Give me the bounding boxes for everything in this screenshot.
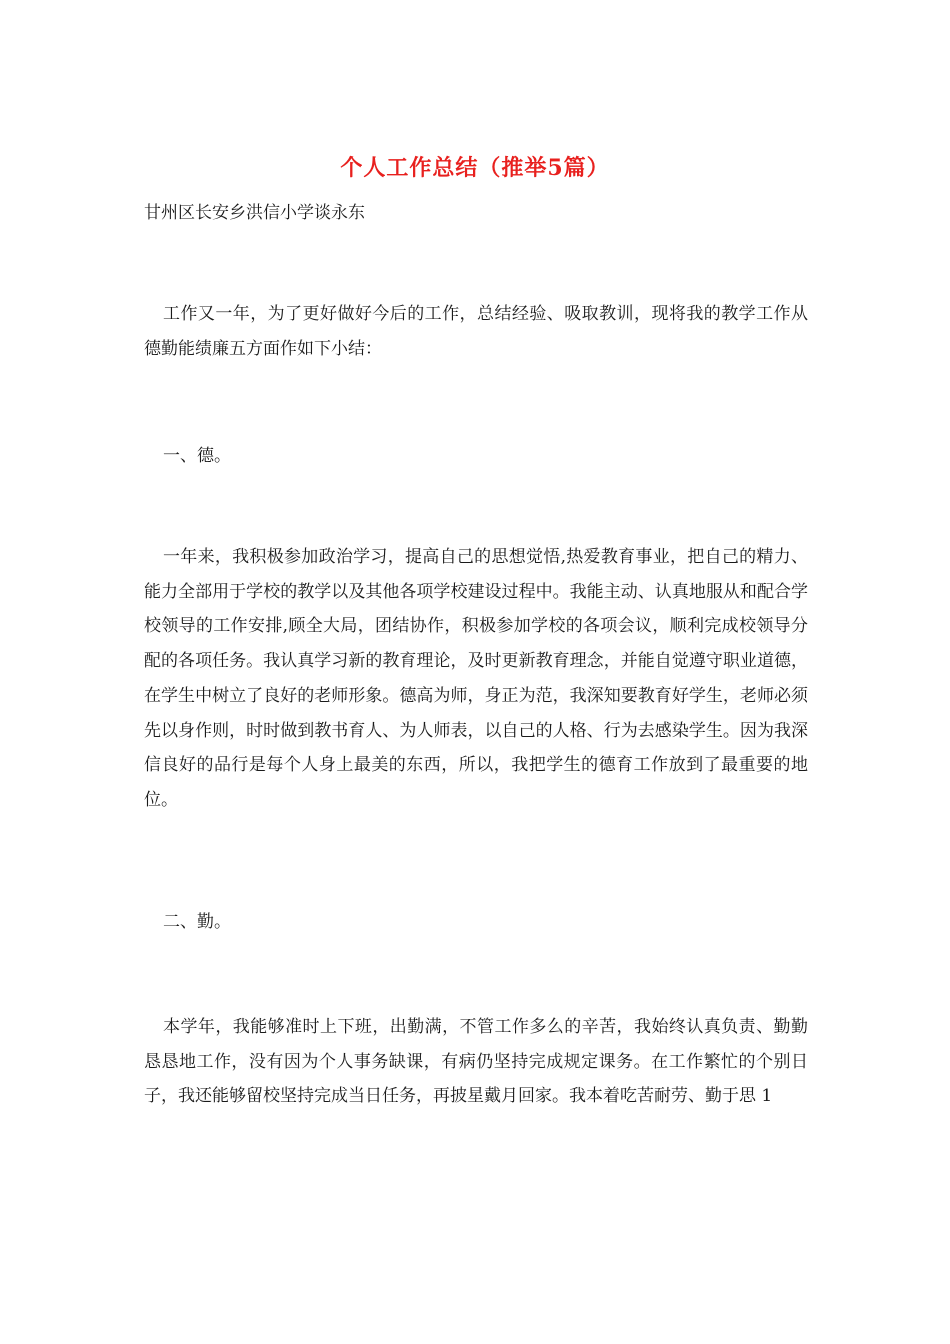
section-heading-de: 一、德。 xyxy=(163,446,231,466)
intro-paragraph: 工作又一年，为了更好做好今后的工作，总结经验、吸取教训，现将我的教学工作从德勤能绩廉五方面作如下小结： xyxy=(144,304,808,359)
document-author: 甘州区长安乡洪信小学谈永东 xyxy=(144,203,365,223)
section-heading-qin: 二、勤。 xyxy=(163,912,231,932)
section-body-de: 一年来，我积极参加政治学习，提高自己的思想觉悟,热爱教育事业，把自己的精力、能力全部用于学校的教学以及其他各项学校建设过程中。我能主动、认真地服从和配合学校领导的工作安排,顾全大局，团结协作，积极参加学校的各项会议，顺利完成校领导分配的各项任务。我认真学习新的教育理论，及时更新教育理念，并能自觉遵守职业道德，在学生中树立了良好的老师形象。德高为师，身正为范，我深知要教育好学生，老师必须先以身作则，时时做到教书育人、为人师表，以自己的人格、行为去感染学生。因为我深信良好的品行是每个人身上最美的东西，所以，我把学生的德育工作放到了最重要的地位。 xyxy=(144,547,808,810)
section-body-qin: 本学年，我能够准时上下班，出勤满，不管工作多么的辛苦，我始终认真负责、勤勤恳恳地工作，没有因为个人事务缺课，有病仍坚持完成规定课务。在工作繁忙的个别日子，我还能够留校坚持完成当日任务，再披星戴月回家。我本着吃苦耐劳、勤于思 1 xyxy=(144,1017,808,1107)
document-title: 个人工作总结（推举5篇） xyxy=(340,155,610,181)
